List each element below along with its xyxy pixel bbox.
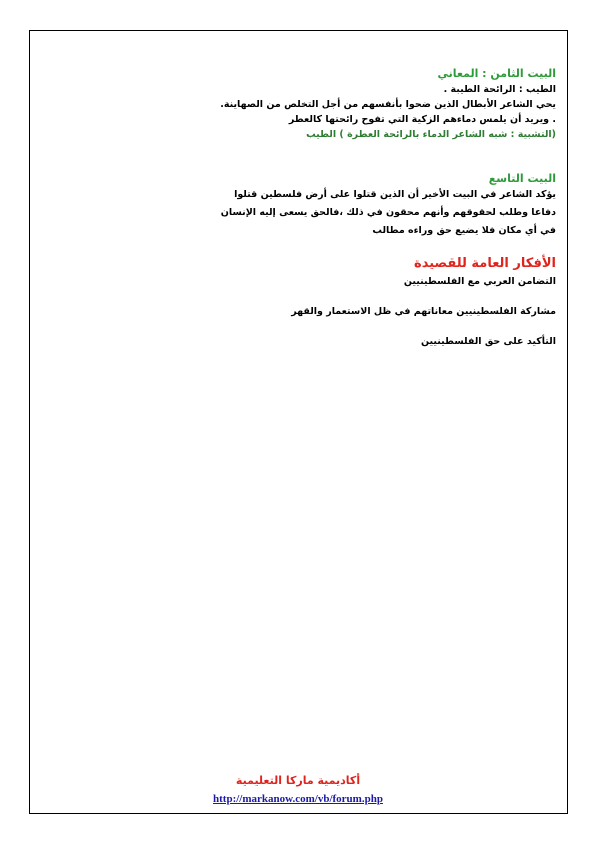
verse8-heading: البيت الثامن : المعاني: [437, 67, 556, 80]
verse8-line-2: يحي الشاعر الأبطال الذين ضحوا بأنفسهم من أجل التخلص من الصهاينة.: [220, 99, 556, 110]
verse9-line-1: يؤكد الشاعر في البيت الأخير أن الذين قتلوا على أرض فلسطين قتلوا: [234, 189, 556, 200]
ideas-item-3: التأكيد على حق الفلسطينيين: [421, 336, 556, 347]
verse9-heading: البيت التاسع: [488, 172, 556, 185]
footer-title: أكاديمية ماركا التعليمية: [235, 774, 361, 787]
verse8-section: [220, 66, 556, 142]
verse9-line-3: في أي مكان فلا يضيع حق وراءه مطالب: [372, 225, 556, 236]
verse8-line-1: الطيب : الرائحة الطيبة .: [443, 84, 556, 95]
verse8-line-4: (التشبية : شبه الشاعر الدماء بالرائحة العطرة ) الطيب: [306, 129, 556, 140]
verse9-section: [221, 171, 556, 238]
ideas-heading: الأفكار العامة للقصيدة: [414, 256, 556, 271]
footer-link[interactable]: http://markanow.com/vb/forum.php: [213, 793, 383, 805]
ideas-item-2: مشاركة الفلسطينيين معاناتهم في ظل الاستعمار والقهر: [291, 306, 556, 317]
verse8-line-3: . ويريد أن يلمس دماءهم الزكية التي تفوح رائحتها كالعطر: [288, 114, 556, 125]
ideas-item-1: التضامن العربي مع الفلسطينيين: [403, 276, 556, 287]
page-border: [29, 30, 568, 814]
verse9-line-2: دفاعا وطلب لحقوقهم وأنهم محقون في ذلك ،فالحق يسعى إليه الإنسان: [220, 207, 556, 218]
ideas-section: [291, 255, 556, 349]
